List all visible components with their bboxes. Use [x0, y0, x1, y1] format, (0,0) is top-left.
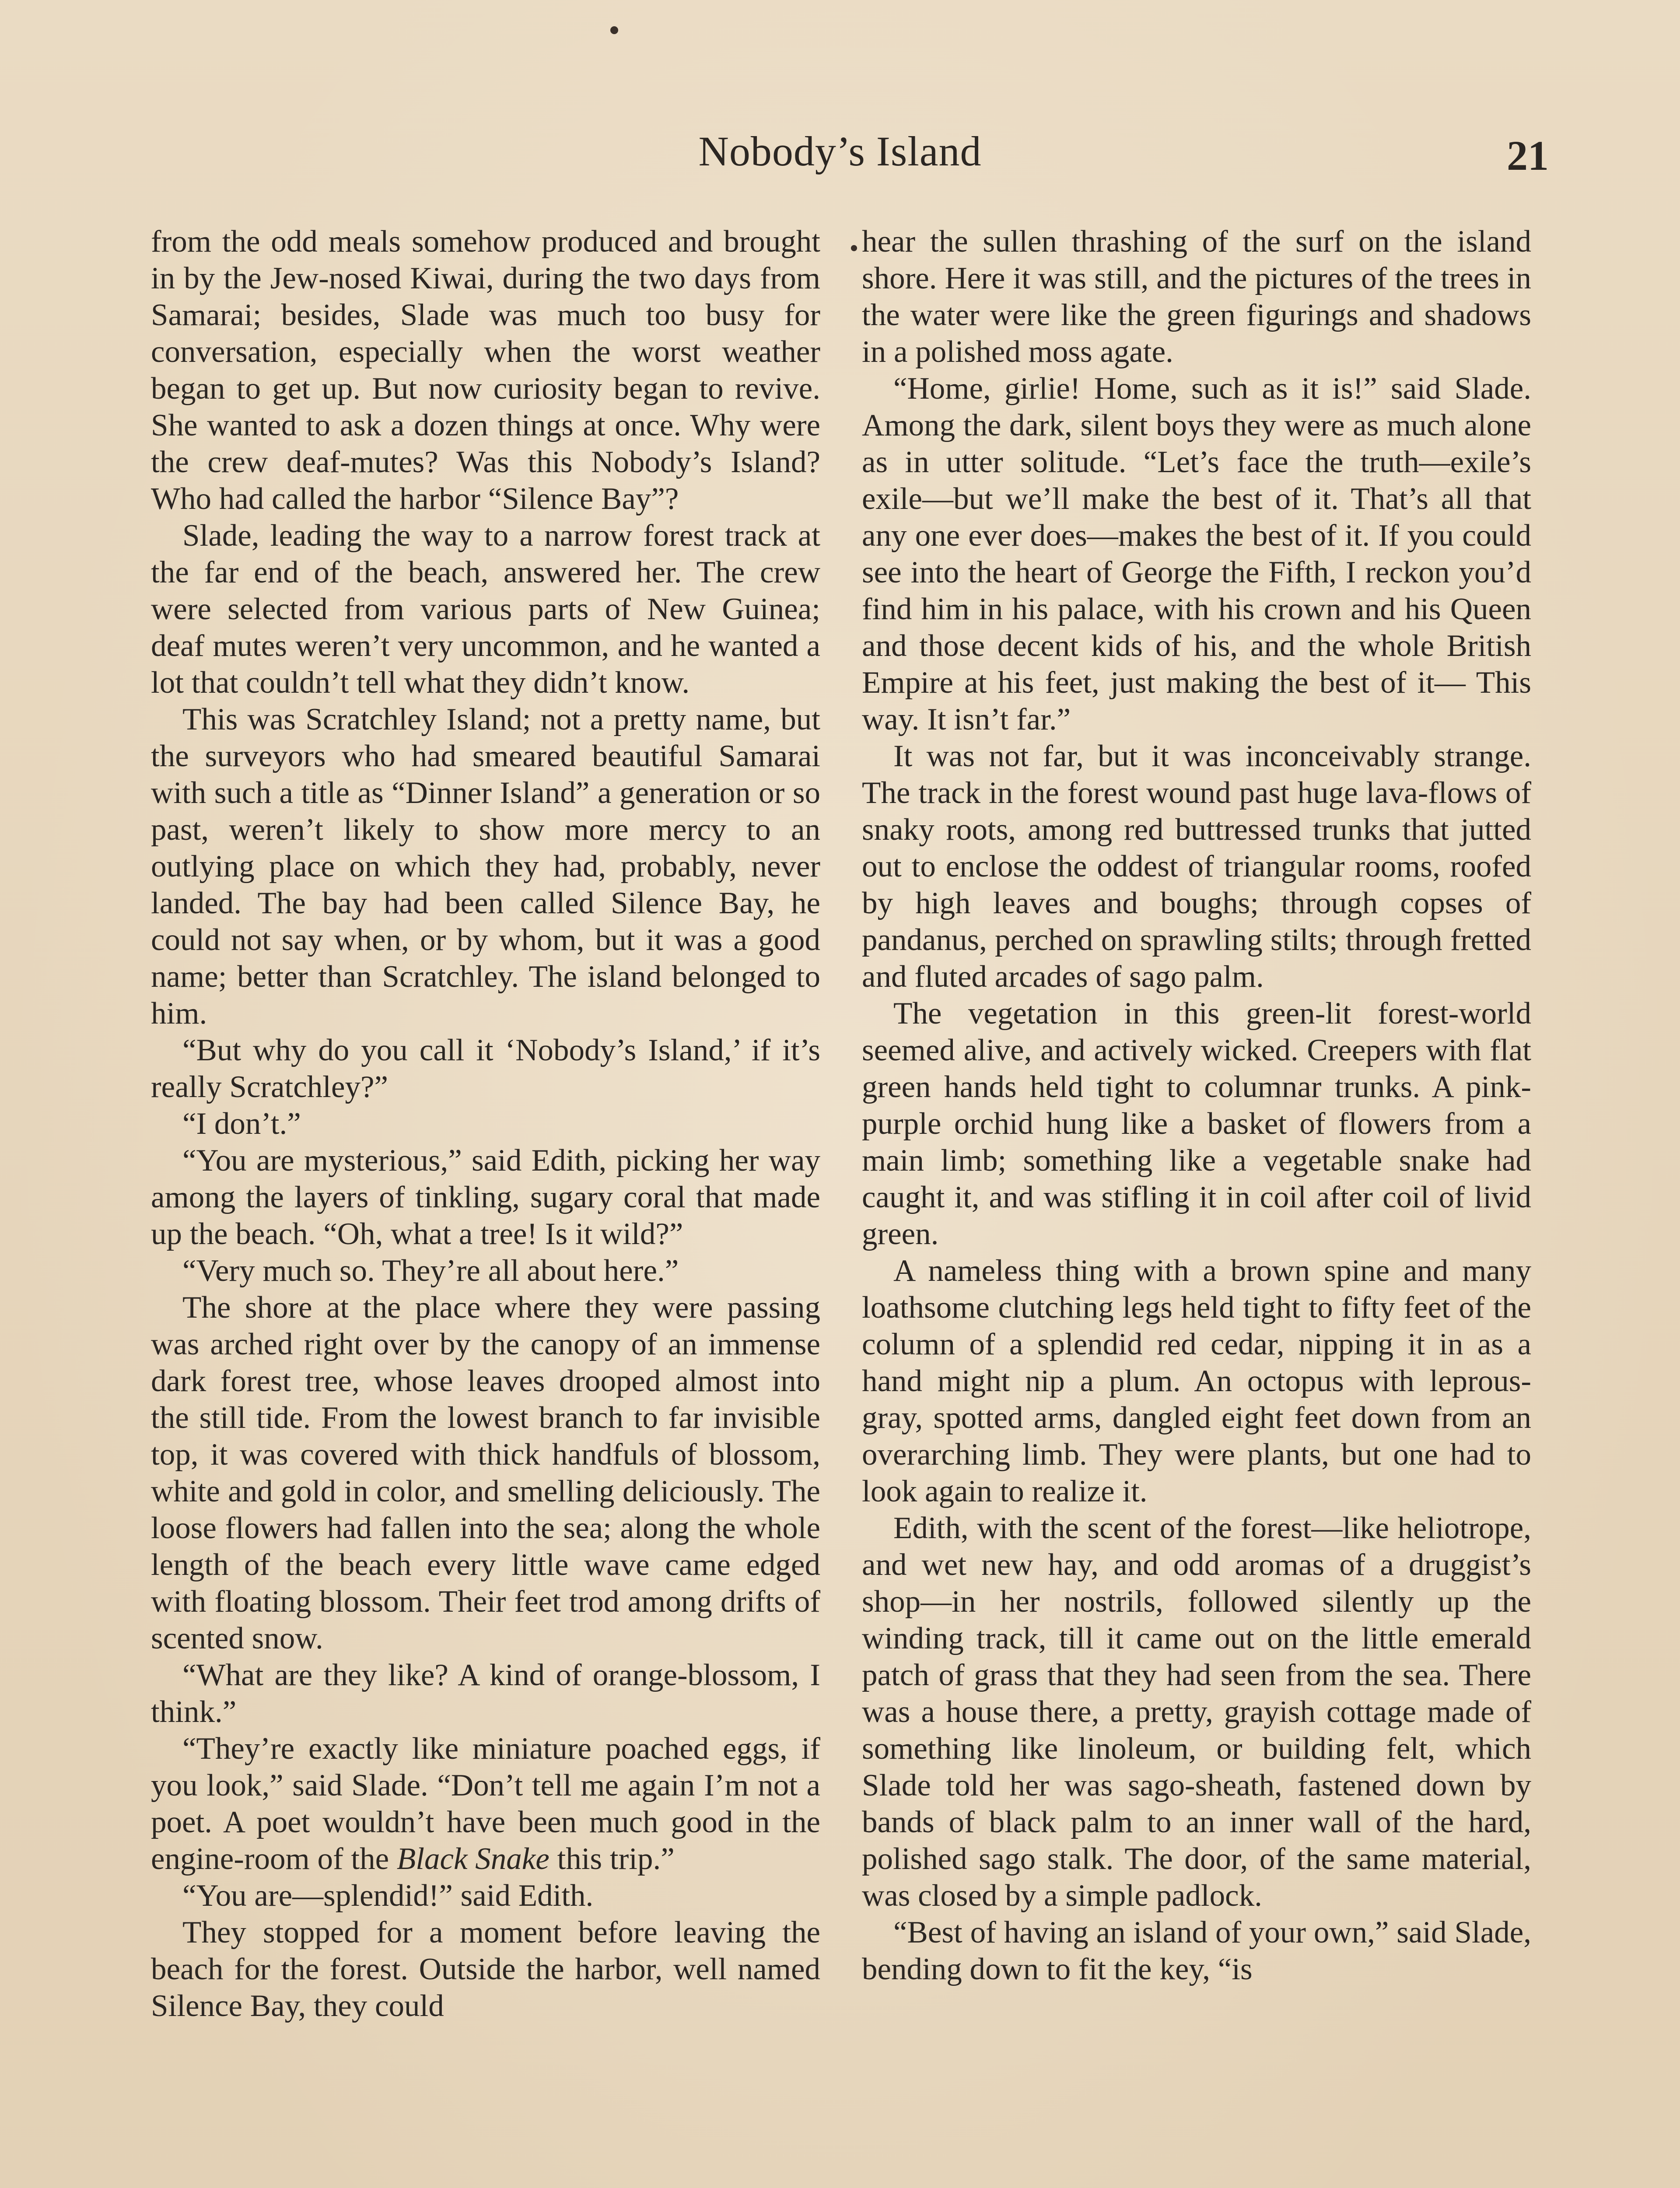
paragraph: “You are mysterious,” said Edith, picking her way among the layers of tinkling, sugary coral that made up the beach. “Oh, what a tree! Is it wild?”: [151, 1143, 820, 1251]
paragraph: A nameless thing with a brown spine and many loathsome clutching legs held tight to fifty feet of the column of a splendid red cedar, nipping it in as a hand might nip a plum. An octopus with leprous-gray, spotted arms, dangled eight feet down from an overarching limb. They were plants, but one had to look again to realize it.: [862, 1254, 1531, 1508]
paragraph: “What are they like? A kind of orange-blossom, I think.”: [151, 1658, 820, 1729]
ink-speck: [610, 26, 618, 34]
paragraph: It was not far, but it was inconceivably strange. The track in the forest wound past huge lava-flows of snaky roots, among red buttressed trunks that jutted out to enclose the oddest of triangular rooms, roofed by high leaves and boughs; through copses of pandanus, perched on sprawling stilts; through fretted and fluted arcades of sago palm.: [862, 739, 1531, 994]
paragraph: Edith, with the scent of the forest—like heliotrope, and wet new hay, and odd aromas of a druggist’s shop—in her nostrils, followed silently up the winding track, till it came out on the little emerald patch of grass that they had seen from the sea. There was a house there, a pretty, grayish cottage made of something like linoleum, or building felt, which Slade told her was sago-sheath, fastened down by bands of black palm to an inner wall of the hard, polished sago stalk. The door, of the same material, was closed by a simple padlock.: [862, 1511, 1531, 1913]
paragraph: “But why do you call it ‘Nobody’s Island,’ if it’s really Scratchley?”: [151, 1033, 820, 1104]
paragraph: “They’re exactly like miniature poached eggs, if you look,” said Slade. “Don’t tell me again I’m not a poet. A poet wouldn’t have been much good in the engine-room of the Black Snake this trip.”: [151, 1732, 820, 1876]
paragraph: hear the sullen thrashing of the surf on the island shore. Here it was still, and the pictures of the trees in the water were like the green figurings and shadows in a polished moss agate.: [862, 224, 1531, 369]
paragraph: “You are—splendid!” said Edith.: [182, 1879, 594, 1913]
paragraph: “Best of having an island of your own,” said Slade, bending down to fit the key, “is: [862, 1915, 1531, 1986]
paragraph: Slade, leading the way to a narrow forest track at the far end of the beach, answered her. The crew were selected from various parts of New Guinea; deaf mutes weren’t very uncommon, and he wanted a lot that couldn’t tell what they didn’t know.: [151, 519, 820, 700]
paragraph: “Very much so. They’re all about here.”: [182, 1254, 679, 1288]
right-text-column: [862, 223, 1531, 1988]
paragraph: This was Scratchley Island; not a pretty name, but the surveyors who had smeared beautiful Samarai with such a title as “Dinner Island” a generation or so past, weren’t likely to show more mercy to an outlying place on which they had, probably, never landed. The bay had been called Silence Bay, he could not say when, or by whom, but it was a good name; better than Scratchley. The island belonged to him.: [151, 702, 820, 1031]
paragraph: “Home, girlie! Home, such as it is!” said Slade. Among the dark, silent boys they were as much alone as in utter solitude. “Let’s face the truth—exile’s exile—but we’ll make the best of it. That’s all that any one ever does—makes the best of it. If you could see into the heart of George the Fifth, I reckon you’d find him in his palace, with his crown and his Queen and those decent kids of his, and the whole British Empire at his feet, just making the best of it— This way. It isn’t far.”: [862, 372, 1531, 736]
paragraph: The vegetation in this green-lit forest-world seemed alive, and actively wicked. Creepers with flat green hands held tight to columnar trunks. A pink-purple orchid hung like a basket of flowers from a main limb; something like a vegetable snake had caught it, and was stifling it in coil after coil of livid green.: [862, 996, 1531, 1251]
page-number: 21: [1507, 132, 1549, 179]
paragraph: They stopped for a moment before leaving the beach for the forest. Outside the harbor, well named Silence Bay, they could: [151, 1915, 820, 2023]
left-text-column: [151, 223, 820, 2024]
paragraph: “I don’t.”: [182, 1107, 301, 1141]
ink-speck: [851, 245, 857, 251]
paragraph: from the odd meals somehow produced and brought in by the Jew-nosed Kiwai, during the two days from Samarai; besides, Slade was much too busy for conversation, especially when the worst weather began to get up. But now curiosity began to revive. She wanted to ask a dozen things at once. Why were the crew deaf-mutes? Was this Nobody’s Island? Who had called the harbor “Silence Bay”?: [151, 224, 820, 516]
italic-title: Black Snake: [396, 1842, 550, 1876]
paragraph: The shore at the place where they were passing was arched right over by the canopy of an immense dark forest tree, whose leaves drooped almost into the still tide. From the lowest branch to far invisible top, it was covered with thick handfuls of blossom, white and gold in color, and smelling deliciously. The loose flowers had fallen into the sea; along the whole length of the beach every little wave came edged with floating blossom. Their feet trod among drifts of scented snow.: [151, 1290, 820, 1655]
running-title: Nobody’s Island: [698, 128, 982, 175]
